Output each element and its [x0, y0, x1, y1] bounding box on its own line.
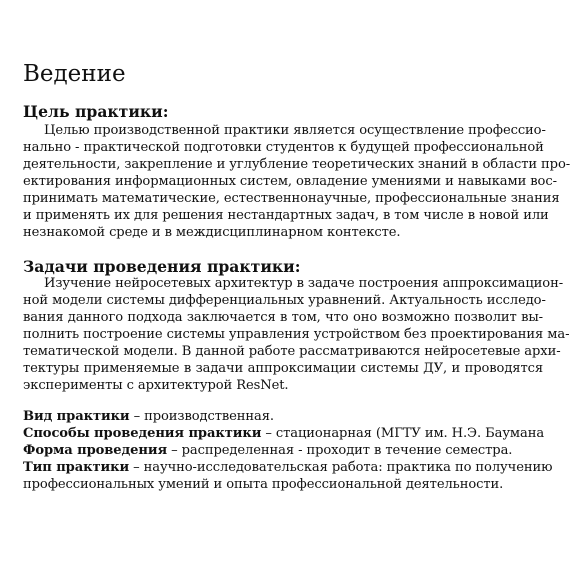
practice-form-line: [23, 443, 512, 459]
tasks-paragraph-line: вания данного подхода заключается в том, что оно возможно позволит вы-: [23, 310, 543, 325]
goal-paragraph-line: нально - практической подготовки студентов к будущей профессиональной: [23, 140, 544, 155]
goal-paragraph-line: незнакомой среде и в междисциплинарном контексте.: [23, 225, 401, 240]
practice-kind-label: Тип практики: [23, 460, 130, 475]
practice-form-value: – распределенная - проходит в течение семестра.: [167, 443, 513, 458]
practice-kind-continuation: профессиональных умений и опыта профессиональной деятельности.: [23, 477, 504, 492]
tasks-paragraph-line: полнить построение системы управления устройством без проектирования ма-: [23, 327, 570, 342]
practice-type-label: Вид практики: [23, 409, 130, 424]
tasks-paragraph-line: тектуры применяемые в задачи аппроксимации системы ДУ, и проводятся: [23, 361, 543, 376]
practice-kind-line: [23, 460, 552, 476]
goal-paragraph-line: принимать математические, естественнонаучные, профессиональные знания: [23, 191, 560, 206]
practice-form-label: Форма проведения: [23, 443, 168, 458]
document-page: [23, 0, 570, 581]
goal-paragraph-line: ектирования информационных систем, овладение умениями и навыками вос-: [23, 174, 557, 189]
practice-methods-line: [23, 426, 544, 442]
practice-kind-value: – научно-исследовательская работа: практика по получению: [129, 460, 553, 475]
goal-paragraph-line: Целью производственной практики является осуществление профессио-: [44, 123, 546, 138]
tasks-heading: Задачи проведения практики:: [23, 257, 301, 276]
goal-paragraph-line: и применять их для решения нестандартных задач, в том числе в новой или: [23, 208, 549, 223]
tasks-paragraph-line: Изучение нейросетевых архитектур в задаче построения аппроксимацион-: [44, 276, 564, 291]
goal-paragraph-line: деятельности, закрепление и углубление теоретических знаний в области про-: [23, 157, 570, 172]
tasks-paragraph-line: тематической модели. В данной работе рассматриваются нейросетевые архи-: [23, 344, 561, 359]
tasks-paragraph-line: эксперименты с архитектурой ResNet.: [23, 378, 289, 393]
goal-heading: Цель практики:: [23, 102, 169, 121]
practice-type-value: – производственная.: [129, 409, 274, 424]
page-title: Ведение: [23, 61, 126, 87]
practice-type-line: [23, 409, 274, 425]
practice-methods-value: – стационарная (МГТУ им. Н.Э. Баумана: [261, 426, 545, 441]
tasks-paragraph-line: ной модели системы дифференциальных уравнений. Актуальность исследо-: [23, 293, 546, 308]
practice-methods-label: Способы проведения практики: [23, 426, 262, 441]
